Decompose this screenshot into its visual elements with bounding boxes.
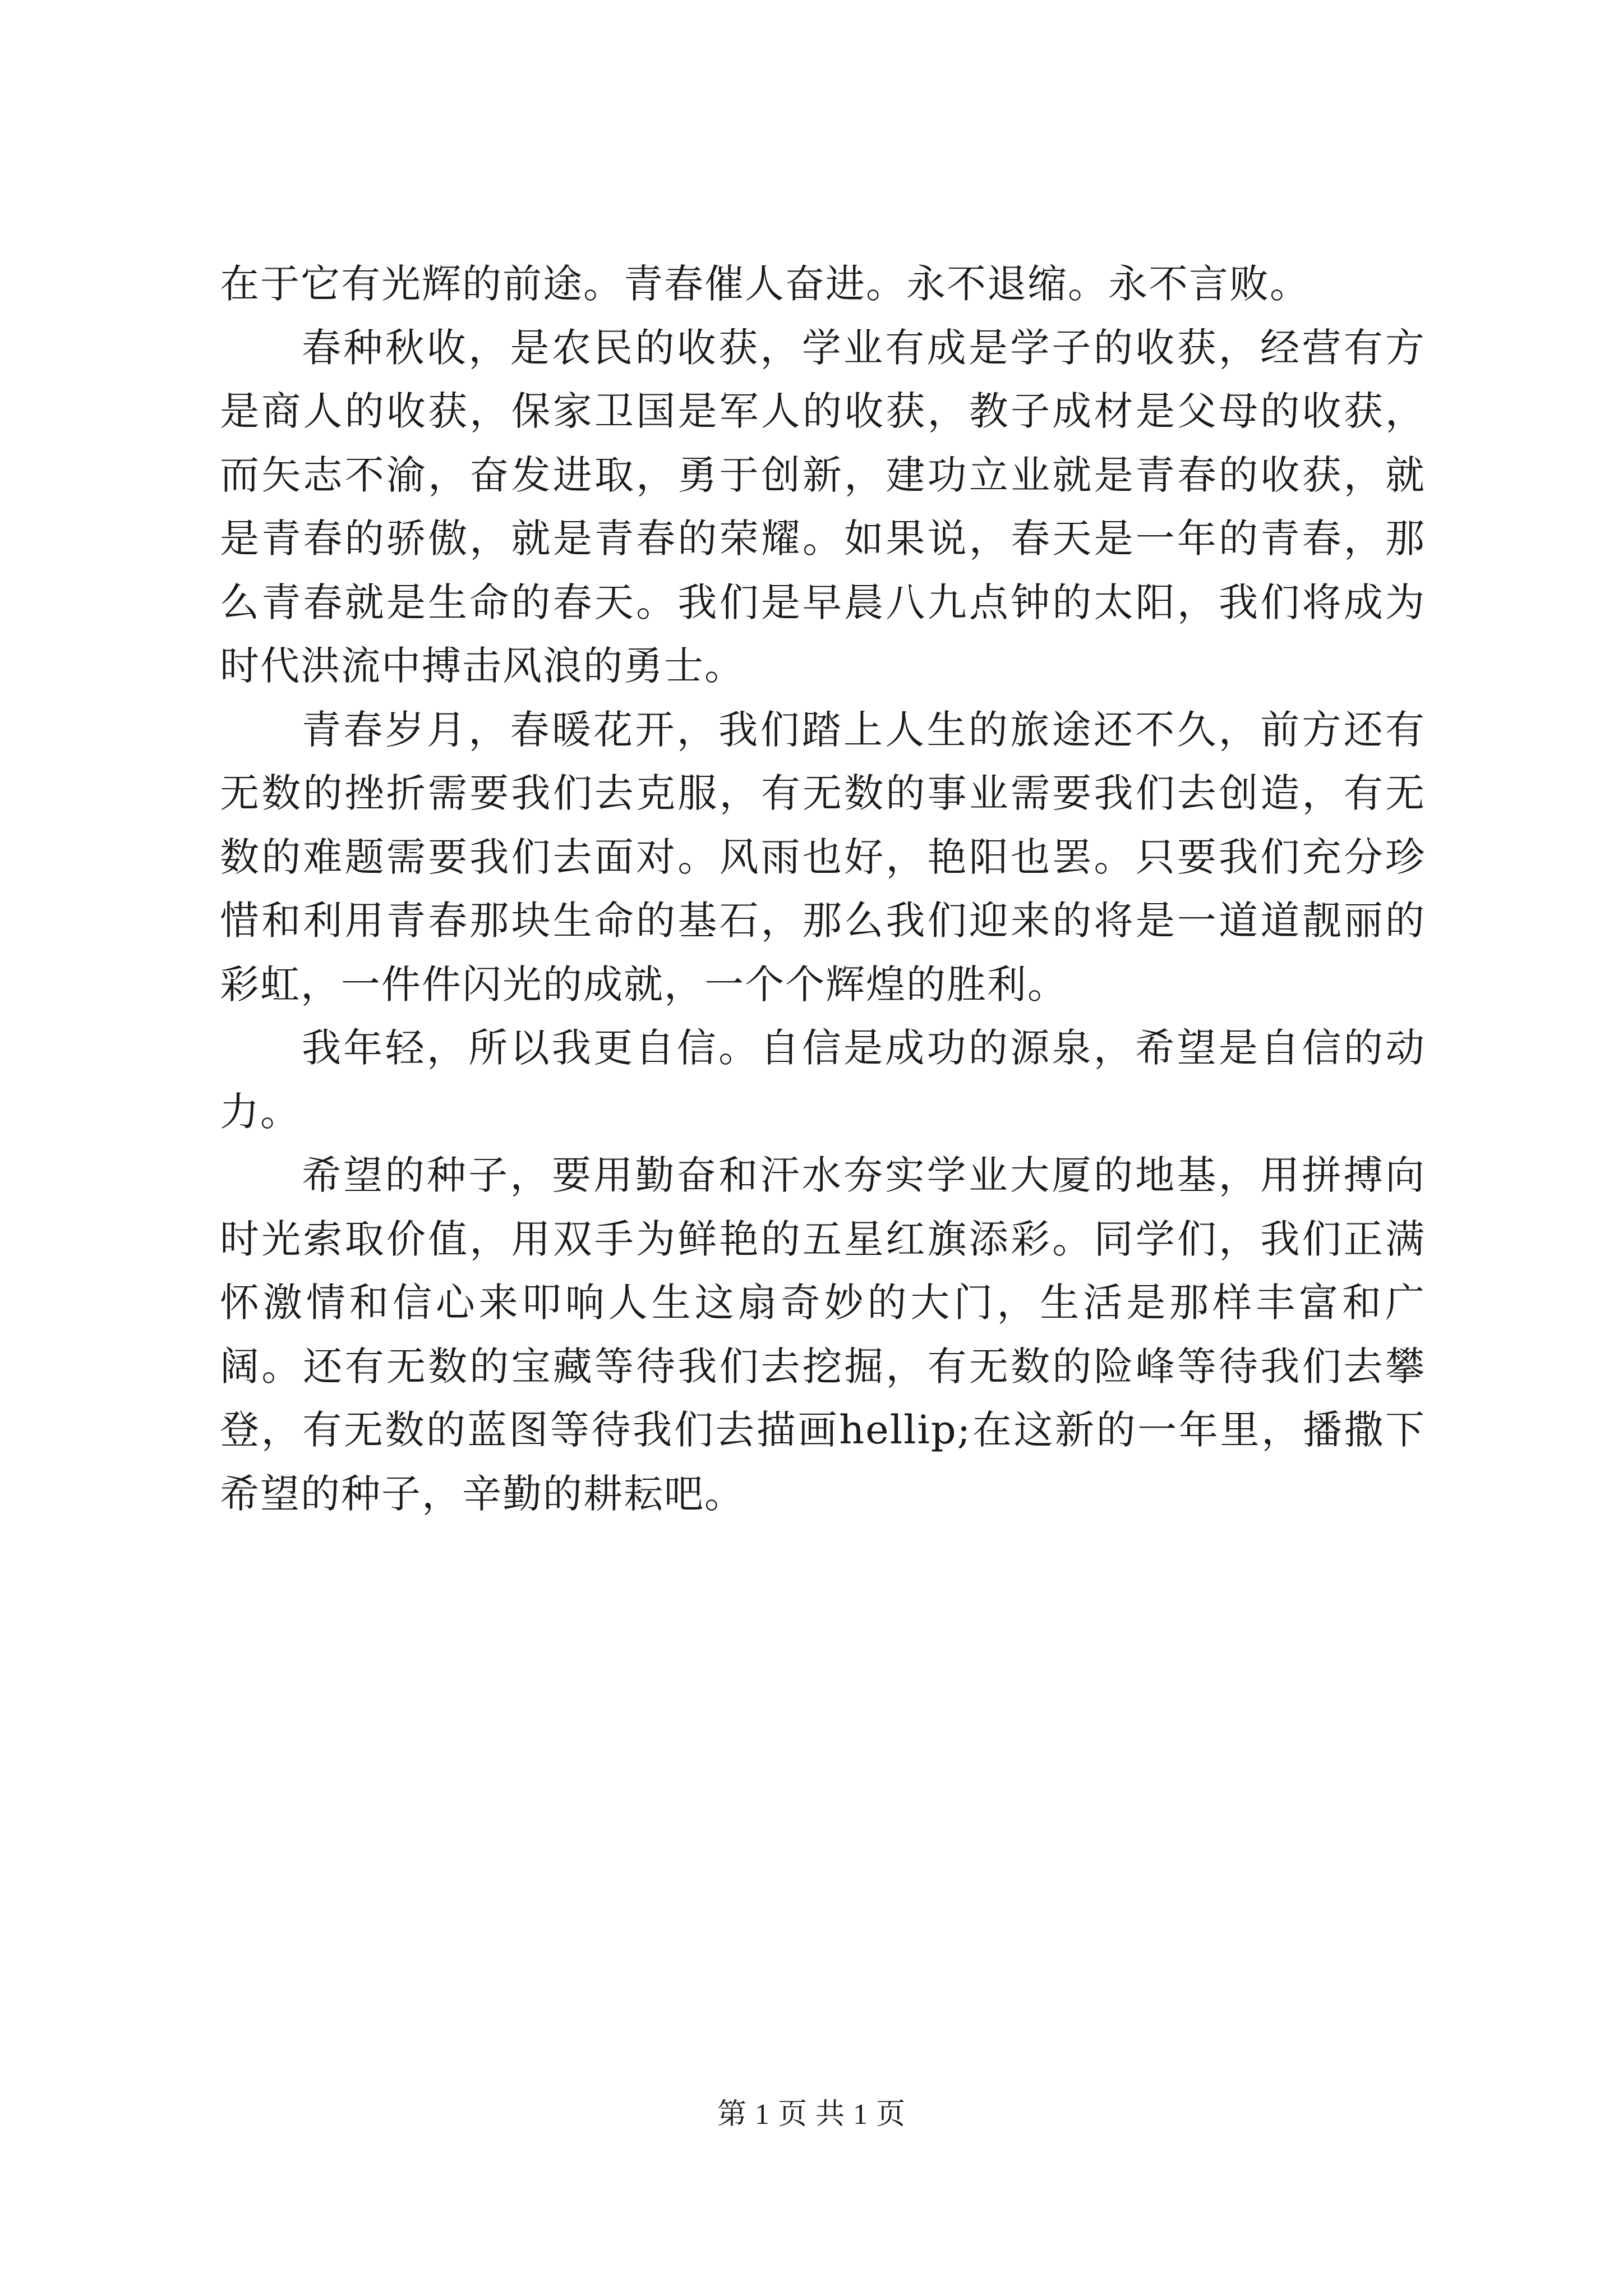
paragraph-1: 在于它有光辉的前途。青春催人奋进。永不退缩。永不言败。 — [220, 261, 1310, 307]
paragraph-2: 春种秋收，是农民的收获，学业有成是学子的收获，经营有方是商人的收获，保家卫国是军人的收获，教子成材是父母的收获，而矢志不渝，奋发进取，勇于创新，建功立业就是青春的收获，就是青春的骄傲，就是青春的荣耀。如果说，春天是一年的青春，那么青春就是生命的春天。我们是早晨八九点钟的太阳，我们将成为时代洪流中搏击风浪的勇士。 — [220, 324, 1426, 689]
paragraph-5: 希望的种子，要用勤奋和汗水夯实学业大厦的地基，用拼搏向时光索取价值，用双手为鲜艳的五星红旗添彩。同学们，我们正满怀激情和信心来叩响人生这扇奇妙的大门，生活是那样丰富和广阔。还有无数的宝藏等待我们去挖掘，有无数的险峰等待我们去攀登，有无数的蓝图等待我们去描画hellip;在这新的一年里，播撒下希望的种子，辛勤的耕耘吧。 — [220, 1152, 1426, 1517]
document-body — [220, 252, 1426, 1526]
paragraph-3: 青春岁月，春暖花开，我们踏上人生的旅途还不久，前方还有无数的挫折需要我们去克服，有无数的事业需要我们去创造，有无数的难题需要我们去面对。风雨也好，艳阳也罢。只要我们充分珍惜和利用青春那块生命的基石，那么我们迎来的将是一道道靓丽的彩虹，一件件闪光的成就，一个个辉煌的胜利。 — [220, 706, 1426, 1007]
page-number-footer: 第 1 页 共 1 页 — [717, 2099, 906, 2131]
paragraph-4: 我年轻，所以我更自信。自信是成功的源泉，希望是自信的动力。 — [220, 1025, 1426, 1135]
